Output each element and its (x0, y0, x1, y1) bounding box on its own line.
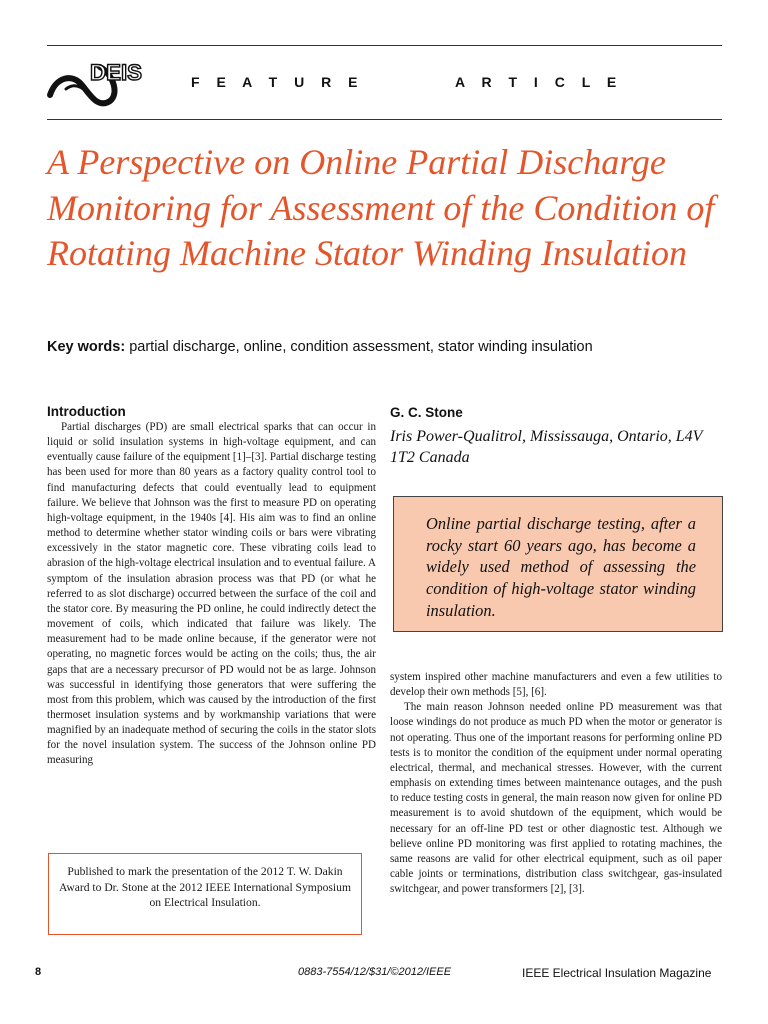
author-affiliation: Iris Power-Qualitrol, Mississauga, Ontario, L4V 1T2 Canada (390, 428, 703, 466)
introduction-heading: Introduction (47, 404, 126, 419)
right-paragraph-continuation: system inspired other machine manufacturers and even a few utilities to develop their own methods [5], [6]. (390, 671, 722, 699)
keywords-label: Key words: (47, 339, 126, 355)
deis-logo-swoosh-icon (46, 55, 146, 111)
banner-article: A R T I C L E (455, 74, 617, 90)
deis-logo (46, 55, 146, 111)
header-bottom-rule (47, 119, 722, 120)
right-column-body (390, 670, 722, 897)
keywords (47, 339, 593, 355)
right-paragraph-main-reason: The main reason Johnson needed online PD measurement was that loose windings do not produce as much PD when the motor or generator is not operating. Thus one of the important reasons for performing online PD tests is to monitor the condition of the equipment under normal operating electrical, thermal, and mechanical stresses. However, with the current emphasis on extending times between maintenance outages, and the push to reduce testing costs in general, the main reason now given for online PD measurement is to avoid shutdown of the equipment, which would be necessary for an off-line PD test or other diagnostic test. Although we believe online PD monitoring was first applied to rotating machines, the same reasons are valid for other electrical equipment, such as oil paper cable joints or terminations, distribution class switchgear, gas-insulated switchgear, and power transformers [2], [3]. (390, 701, 722, 896)
keywords-text: partial discharge, online, condition assessment, stator winding insulation (129, 339, 593, 355)
introduction-body (47, 420, 376, 769)
logo-text: DEIS (90, 60, 142, 85)
banner-feature: F E A T U R E (191, 74, 358, 90)
author-name: G. C. Stone (390, 405, 463, 420)
doi-line: 0883-7554/12/$31/©2012/IEEE (298, 966, 452, 978)
pull-quote: Online partial discharge testing, after a rocky start 60 years ago, has become a widely used method of assessing the condition of high-voltage stator winding insulation. (393, 496, 723, 632)
journal-name: IEEE Electrical Insulation Magazine (522, 966, 712, 980)
introduction-paragraph: Partial discharges (PD) are small electrical sparks that can occur in liquid or solid insulation systems in high-voltage equipment, and can eventually cause failure of the equipment [1]–[3]. Partial discharge testing has been used for more than 80 years as a factory quality control tool to find manufacturing defects that could eventually lead to equipment failure. We believe that Johnson was the first to measure PD on operating high-voltage equipment, in the 1940s [4]. His aim was to find an online method to determine whether stator winding coils or bars were vibrating excessively in the stator magnetic core. These vibrating coils lead to abrasion of the high-voltage electrical insulation and to eventual failure. A symptom of the insulation abrasion process was that PD (or what he referred to as slot discharge) occurred between the surface of the coil and the stator core. By measuring the PD online, he could indirectly detect the movement of coils, which indicated that failure was likely. The measurement had to be made online because, if the generator were not operating, no magnetic forces would be acting on the coils; thus, the air gaps that are a necessary precursor of PD would not be as large. Johnson was successful in identifying those generators that were suffering the most from this problem, which was caused by the introduction of the first thermoset insulation systems and by workmanship variations that were magnified by an inadequate method of securing the coils in the stator slots for the novel insulation system. The success of the Johnson online PD measuring (47, 421, 376, 767)
top-rule (47, 45, 722, 46)
page-number: 8 (35, 966, 42, 978)
article-title: A Perspective on Online Partial Discharge Monitoring for Assessment of the Condition of Rotating Machine Stator Winding Insulation (47, 142, 715, 273)
award-note-box: Published to mark the presentation of the 2012 T. W. Dakin Award to Dr. Stone at the 2012 IEEE International Symposium on Electrical Insulation. (48, 853, 362, 935)
